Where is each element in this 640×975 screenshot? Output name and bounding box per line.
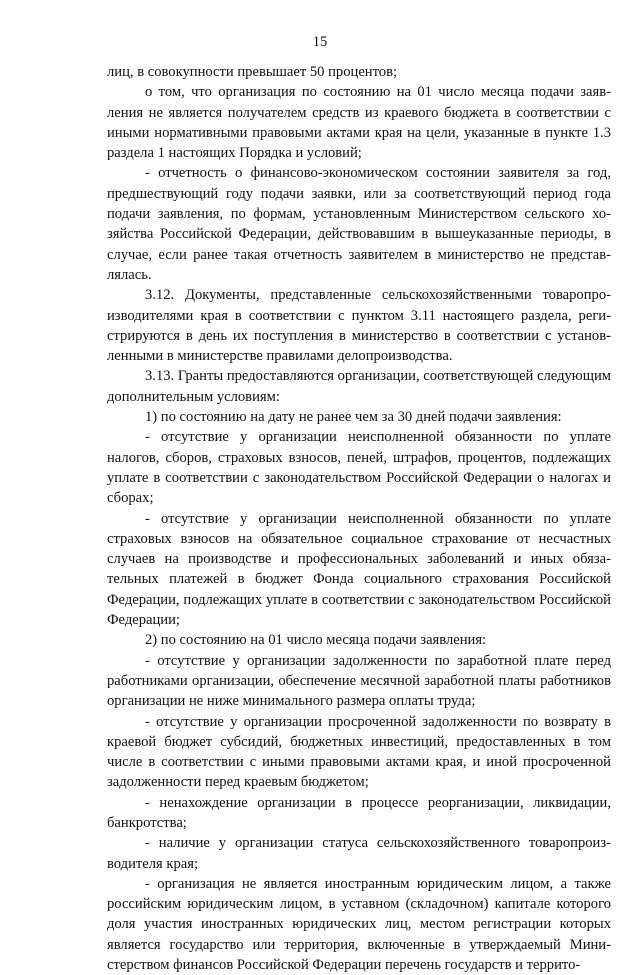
paragraph: 3.12. Документы, представленные сельскохозяйственными товаропроизводителями края в соответствии с пунктом 3.11 настоящего раздела, регистрируются в день их поступления в министерство в соответствии с установленными в министерстве правилами делопроизводства. (107, 287, 611, 365)
paragraph: 2) по состоянию на 01 число месяца подачи заявления: (145, 632, 487, 649)
paragraph: - отсутствие у организации неисполненной обязанности по уплате страховых взносов на обязательное социальное страхование от несчастных случаев на производстве и профессиональных заболеваний и иных обязательных платежей в бюджет Фонда социального страхования Российской Федерации, подлежащих уплате в соответствии с законодательством Российской Федерации; (107, 510, 611, 629)
document-body (107, 62, 611, 975)
paragraph: - наличие у организации статуса сельскохозяйственного товаропроизводителя края; (107, 835, 611, 872)
paragraph: лиц, в совокупности превышает 50 процентов; (107, 64, 398, 80)
paragraph: о том, что организация по состоянию на 01 число месяца подачи заявления не является получателем средств из краевого бюджета в соответствии с иными нормативными правовыми актами края на цели, указанные в пункте 1.3 раздела 1 настоящих Порядка и условий; (107, 84, 611, 162)
page-number: 15 (312, 34, 328, 50)
paragraph: - организация не является иностранным юридическим лицом, а также российским юридическим лицом, в уставном (складочном) капитале которого доля участия иностранных юридических лиц, местом регистрации которых является государство или территория, включенные в утверждаемый Министерством финансов Российской Федерации перечень государств и террито- (107, 875, 611, 974)
paragraph: - ненахождение организации в процессе реорганизации, ликвидации, банкротства; (107, 794, 611, 831)
paragraph: - отсутствие у организации неисполненной обязанности по уплате налогов, сборов, страховых взносов, пеней, штрафов, процентов, подлежащих уплате в соответствии с законодательством Российской Федерации о налогах и сборах; (107, 429, 611, 507)
paragraph: 3.13. Гранты предоставляются организации, соответствующей следующим дополнительным условиям: (107, 368, 611, 405)
paragraph: - отсутствие у организации задолженности по заработной плате перед работниками организации, обеспечение месячной заработной платы работников организации не ниже минимального размера оплаты труда; (107, 652, 611, 710)
paragraph: - отчетность о финансово-экономическом состоянии заявителя за год, предшествующий году подачи заявки, или за соответствующий период года подачи заявления, по формам, установленным Министерством сельского хозяйства Российской Федерации, действовавшим в вышеуказанные периоды, в случае, если ранее такая отчетность заявителем в министерство не представлялась. (107, 165, 611, 283)
paragraph: 1) по состоянию на дату не ранее чем за 30 дней подачи заявления: (145, 409, 562, 426)
paragraph: - отсутствие у организации просроченной задолженности по возврату в краевой бюджет субсидий, бюджетных инвестиций, предоставленных в том числе в соответствии с иными правовыми актами края, и иной просроченной задолженности перед краевым бюджетом; (107, 713, 611, 791)
